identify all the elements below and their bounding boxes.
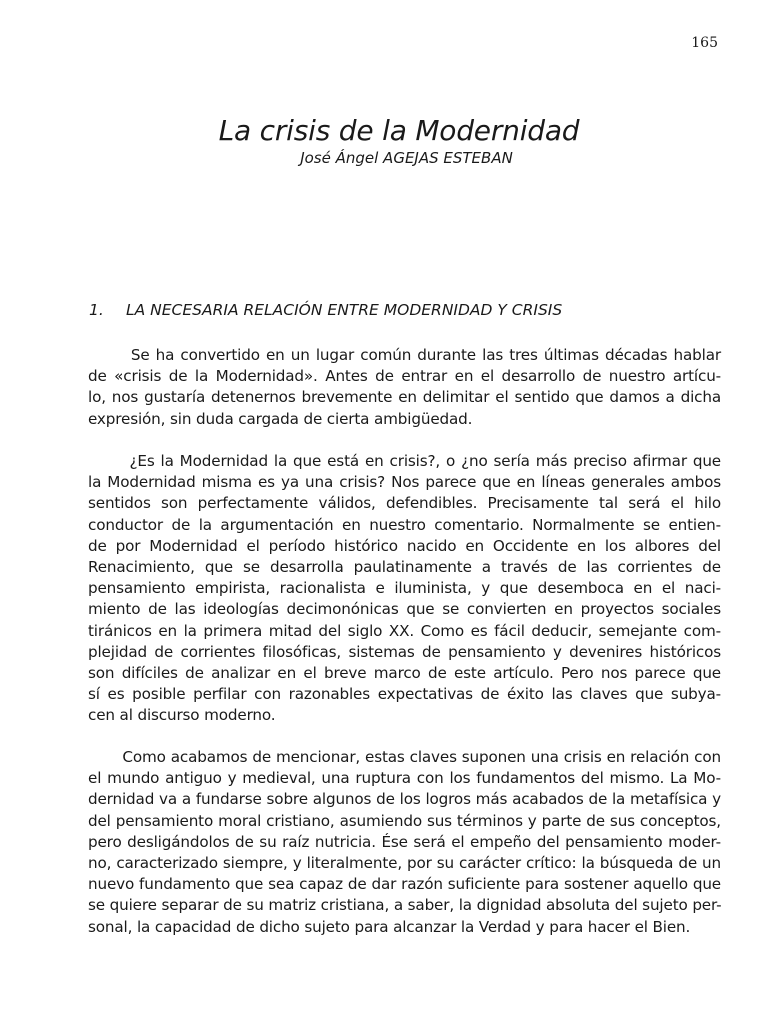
text-line: sentidos son perfectamente válidos, defendibles. Precisamente tal será el hilo [88,494,721,513]
text-line: son difíciles de analizar en el breve marco de este artículo. Pero nos parece que [88,664,721,683]
text-line: de por Modernidad el período histórico nacido en Occidente en los albores del [88,536,721,555]
text-line: la Modernidad misma es ya una crisis? Nos parece que en líneas generales ambos [88,473,721,492]
section-number: 1. [89,301,104,319]
section-heading [89,301,562,319]
text-line: miento de las ideologías decimonónicas que se convierten en proyectos sociales [88,600,721,619]
text-line: pero desligándolos de su raíz nutricia. Ése será el empeño del pensamiento moder- [88,832,721,851]
section-title: LA NECESARIA RELACIÓN ENTRE MODERNIDAD Y CRISIS [126,301,563,319]
page-number: 165 [691,35,718,51]
text-line: nuevo fundamento que sea capaz de dar razón suficiente para sostener aquello que [88,875,721,894]
text-line: ¿Es la Modernidad la que está en crisis?, o ¿no sería más preciso afirmar que [88,452,721,470]
text-line: cen al discurso moderno. [88,706,276,725]
text-line: se quiere separar de su matriz cristiana, a saber, la dignidad absoluta del sujeto per- [88,896,722,915]
text-line: dernidad va a fundarse sobre algunos de los logros más acabados de la metafísica y [88,790,721,809]
paragraph-1 [88,345,721,430]
text-line: lo, nos gustaría detenernos brevemente en delimitar el sentido que damos a dicha [88,388,721,407]
text-line: Como acabamos de mencionar, estas claves suponen una crisis en relación con [88,748,721,766]
text-line: el mundo antiguo y medieval, una ruptura con los fundamentos del mismo. La Mo- [88,769,721,788]
text-line: Se ha convertido en un lugar común durante las tres últimas décadas hablar [88,346,721,364]
text-line: tiránicos en la primera mitad del siglo XX. Como es fácil deducir, semejante com- [88,621,721,640]
paragraph-2 [88,451,721,727]
article-title: La crisis de la Modernidad [218,114,580,147]
text-line: de «crisis de la Modernidad». Antes de entrar en el desarrollo de nuestro artícu- [88,367,721,386]
text-line: no, caracterizado siempre, y literalmente, por su carácter crítico: la búsqueda de un [88,854,721,873]
text-line: plejidad de corrientes filosóficas, sistemas de pensamiento y devenires históricos [88,642,721,661]
text-line: sí es posible perfilar con razonables expectativas de éxito las claves que subya- [88,685,721,704]
text-line: pensamiento empirista, racionalista e iluminista, y que desemboca en el naci- [88,579,721,598]
text-line: expresión, sin duda cargada de cierta ambigüedad. [88,409,473,428]
text-line: del pensamiento moral cristiano, asumiendo sus términos y parte de sus conceptos, [88,811,721,830]
article-author: José Ángel AGEJAS ESTEBAN [300,149,513,167]
text-line: sonal, la capacidad de dicho sujeto para alcanzar la Verdad y para hacer el Bien. [88,917,691,936]
text-line: Renacimiento, que se desarrolla paulatinamente a través de las corrientes de [88,558,721,577]
paragraph-3 [88,747,721,938]
title-block [0,114,768,167]
text-line: conductor de la argumentación en nuestro comentario. Normalmente se entien- [88,515,721,534]
